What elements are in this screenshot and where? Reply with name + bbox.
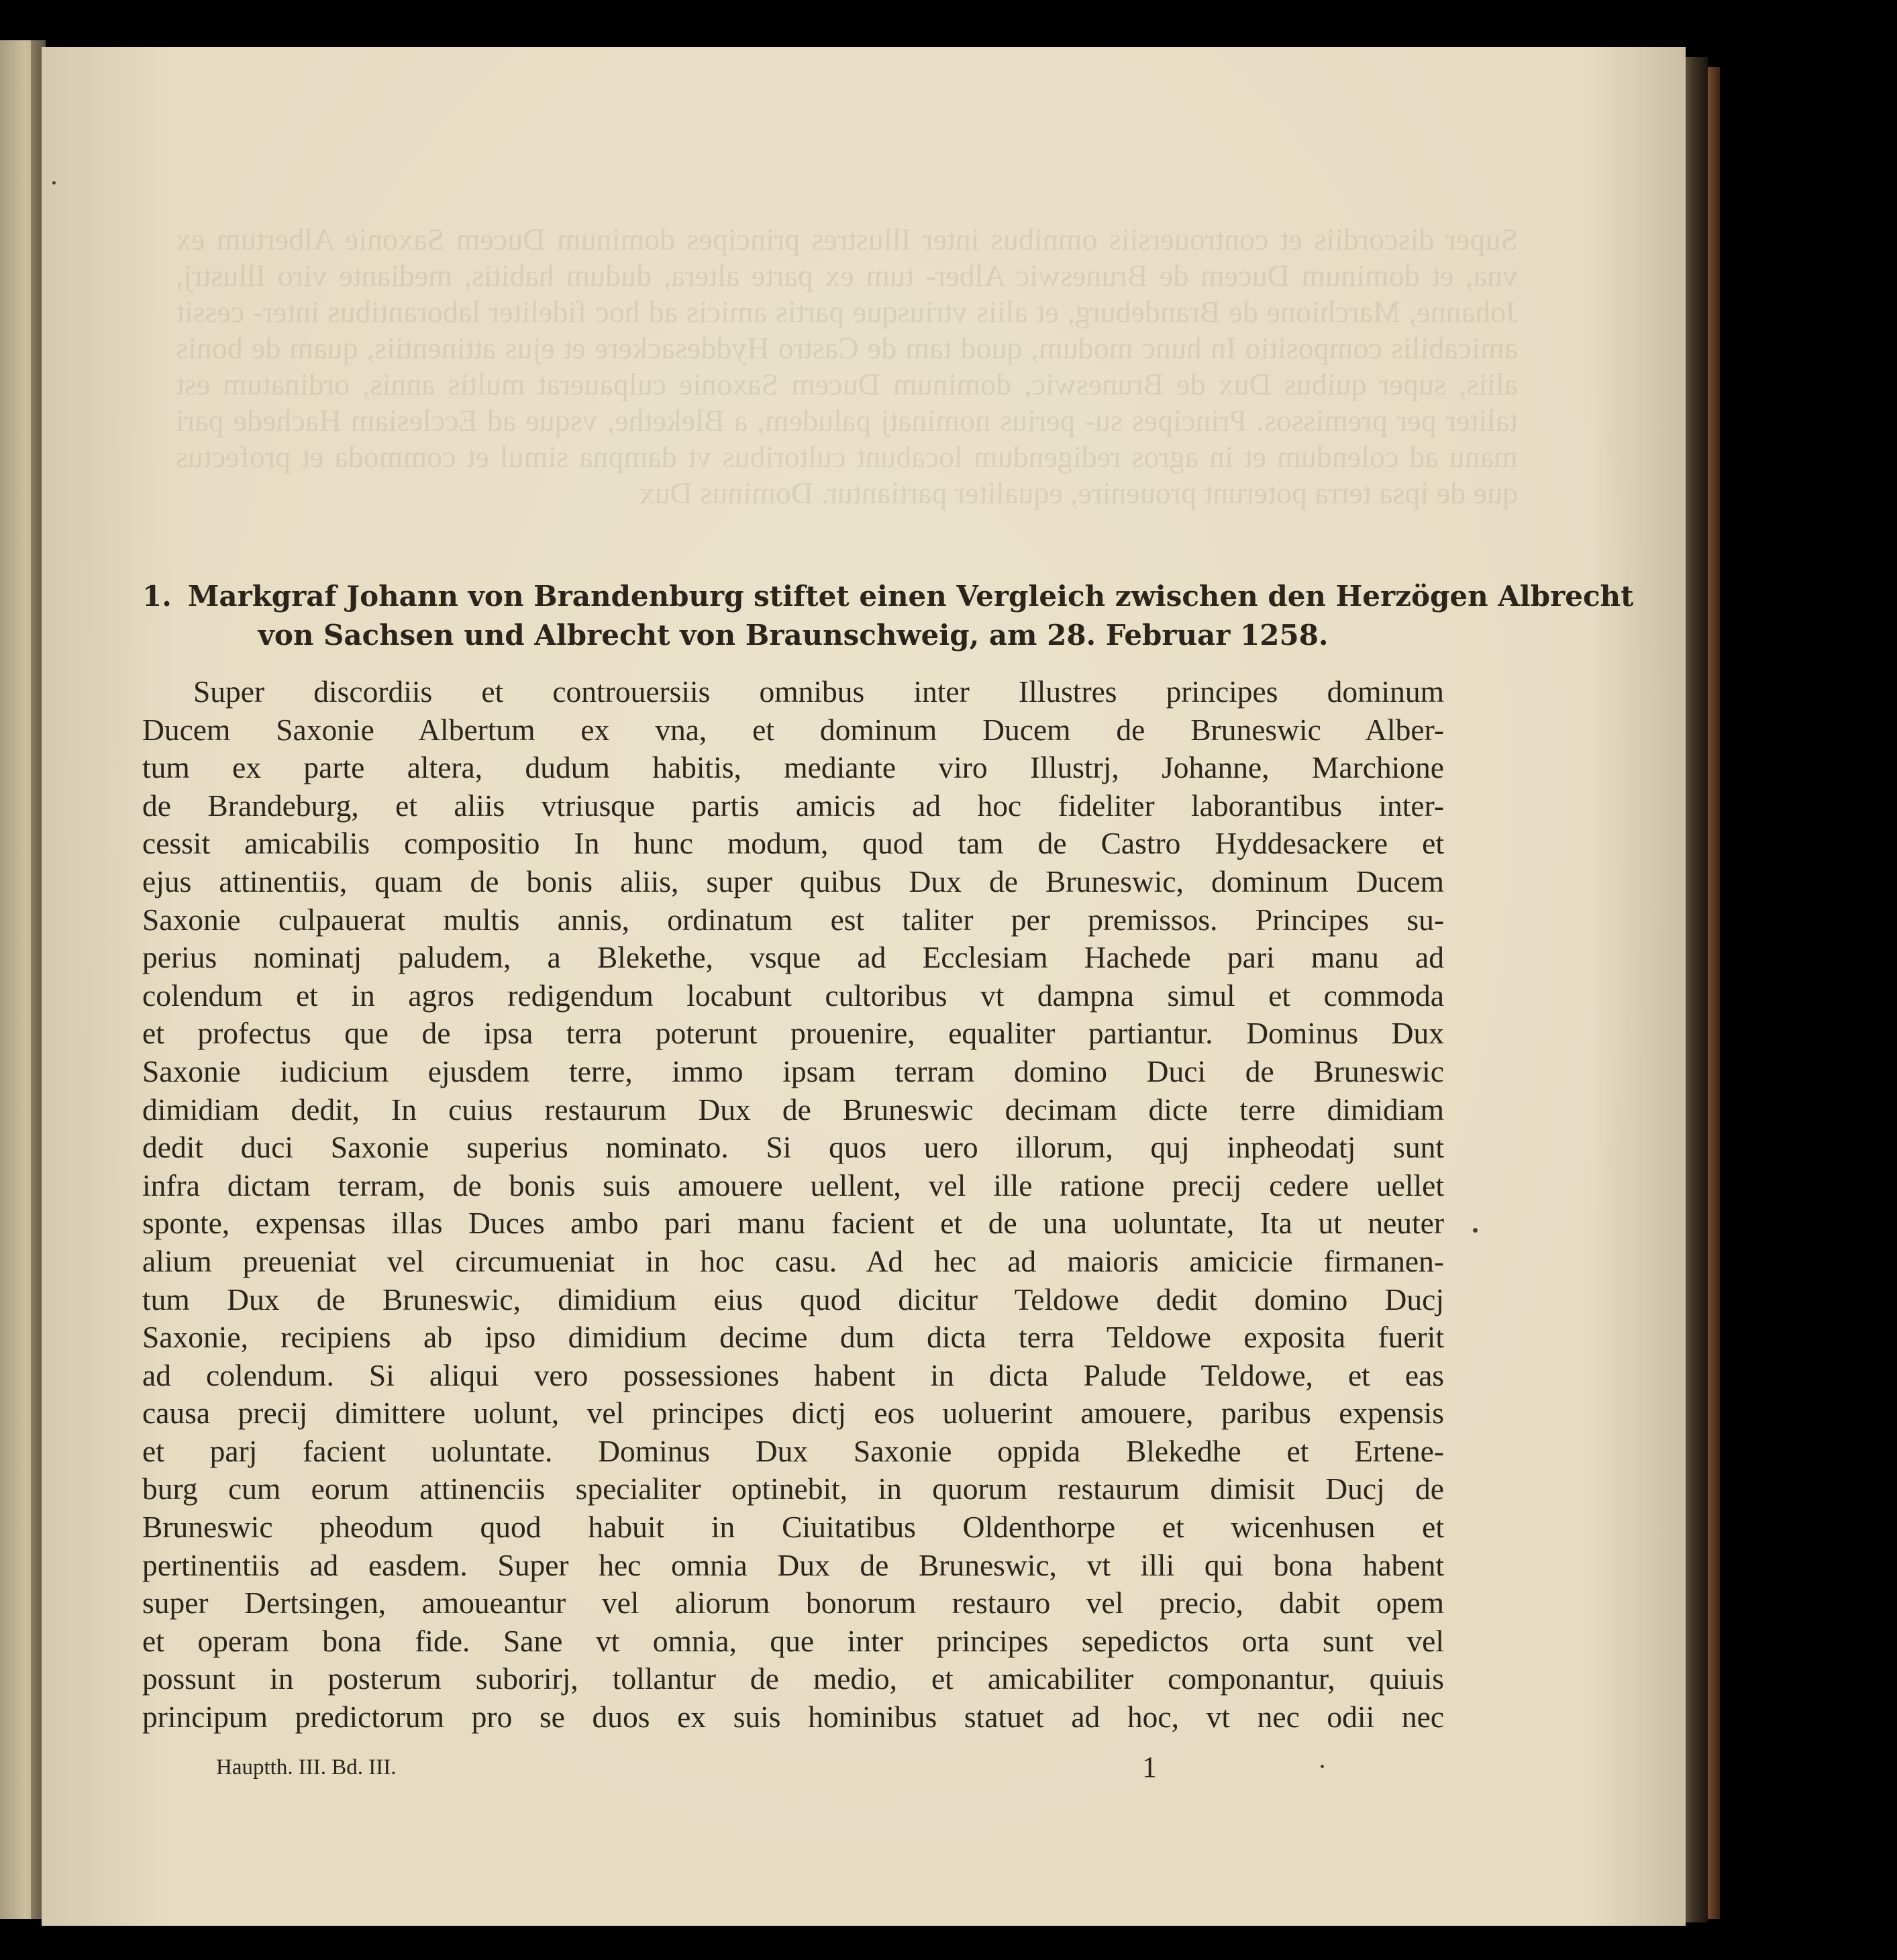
paper-speck xyxy=(52,181,56,185)
body-line: Saxonie, recipiens ab ipso dimidium decime dum dicta terra Teldowe exposita fuerit xyxy=(142,1320,1444,1355)
body-line: Bruneswic pheodum quod habuit in Ciuitatibus Oldenthorpe et wicenhusen et xyxy=(142,1510,1444,1545)
page-footer xyxy=(216,1750,1424,1790)
body-line: tum ex parte altera, dudum habitis, mediante viro Illustrj, Johanne, Marchione xyxy=(142,750,1444,785)
show-through-text: Super discordiis et controuersiis omnibus inter Illustres principes dominum Ducem Saxonie Albertum ex vna, et dominum Ducem de Bruneswic Alber- tum ex parte altera, dudum habitis, mediante viro Illustrj, Johanne, Marchione de Brandeburg, et aliis vtriusque partis amicis ad hoc fideliter laborantibus inter- cessit amicabilis compositio In hunc modum, quod tam de Castro Hyddesackere et ejus attinentiis, quam de bonis aliis, super quibus Dux de Bruneswic, dominum Ducem Saxonie culpauerat multis annis, ordinatum est taliter per premissos. Principes su- perius nominatj paludem, a Blekethe, vsque ad Ecclesiam Hachede pari manu ad colendum et in agros redigendum locabunt cultoribus vt dampna simul et commoda et profectus que de ipsa terra poterunt prouenire, equaliter partiantur. Dominus Dux xyxy=(176,222,1518,510)
body-line: tum Dux de Bruneswic, dimidium eius quod dicitur Teldowe dedit domino Ducj xyxy=(142,1282,1444,1317)
body-line: causa precij dimittere uolunt, vel principes dictj eos uoluerint amouere, paribus expensis xyxy=(142,1396,1444,1431)
body-line: pertinentiis ad easdem. Super hec omnia Dux de Bruneswic, vt illi qui bona habent xyxy=(142,1547,1444,1582)
body-line: ejus attinentiis, quam de bonis aliis, super quibus Dux de Bruneswic, dominum Ducem xyxy=(142,864,1444,898)
body-line: et operam bona fide. Sane vt omnia, que inter principes sepedictos orta sunt vel xyxy=(142,1623,1444,1658)
paper-speck xyxy=(1473,1228,1478,1233)
book-spine xyxy=(1708,67,1720,1919)
body-line: dimidiam dedit, In cuius restaurum Dux de Bruneswic decimam dicte terre dimidiam xyxy=(142,1092,1444,1127)
signature-mark: Hauptth. III. Bd. III. xyxy=(216,1755,397,1780)
body-line: sponte, expensas illas Duces ambo pari manu facient et de una uoluntate, Ita ut neuter xyxy=(142,1206,1444,1241)
heading-text-1: Markgraf Johann von Brandenburg stiftet einen Vergleich zwischen den Herzögen Albrecht xyxy=(187,580,1634,613)
body-line: burg cum eorum attinenciis specialiter optinebit, in quorum restaurum dimisit Ducj de xyxy=(142,1472,1444,1506)
heading-line-2: von Sachsen und Albrecht von Braunschweig, am 28. Februar 1258. xyxy=(258,619,1329,652)
body-line: infra dictam terram, de bonis suis amouere uellent, vel ille ratione precij cedere uellet xyxy=(142,1168,1444,1202)
page-number: 1 xyxy=(1142,1751,1157,1784)
document-heading xyxy=(142,577,1634,655)
body-line: et parj facient uoluntate. Dominus Dux Saxonie oppida Blekedhe et Ertene- xyxy=(142,1433,1444,1468)
body-line: perius nominatj paludem, a Blekethe, vsque ad Ecclesiam Hachede pari manu ad xyxy=(142,940,1444,975)
body-line: de Brandeburg, et aliis vtriusque partis amicis ad hoc fideliter laborantibus inter- xyxy=(142,788,1444,823)
body-line: alium preueniat vel circumueniat in hoc casu. Ad hec ad maioris amicicie firmanen- xyxy=(142,1243,1444,1278)
body-line: super Dertsingen, amoueantur vel aliorum bonorum restauro vel precio, dabit opem xyxy=(142,1586,1444,1620)
heading-number: 1. xyxy=(142,580,172,613)
body-line: cessit amicabilis compositio In hunc modum, quod tam de Castro Hyddesackere et xyxy=(142,826,1444,861)
paper-speck xyxy=(1321,1765,1324,1768)
heading-line-1 xyxy=(142,577,1634,616)
body-line: Ducem Saxonie Albertum ex vna, et dominum Ducem de Bruneswic Alber- xyxy=(142,712,1444,747)
body-line: ad colendum. Si aliqui vero possessiones habent in dicta Palude Teldowe, et eas xyxy=(142,1357,1444,1392)
body-line: possunt in posterum suborirj, tollantur de medio, et amicabiliter componantur, quiuis xyxy=(142,1661,1444,1696)
document-body xyxy=(142,673,1444,1737)
body-line: Super discordiis et controuersiis omnibus inter Illustres principes dominum xyxy=(193,674,1444,709)
body-line: Saxonie culpauerat multis annis, ordinatum est taliter per premissos. Principes su- xyxy=(142,902,1444,937)
body-line: colendum et in agros redigendum locabunt cultoribus vt dampna simul et commoda xyxy=(142,978,1444,1013)
body-line: et profectus que de ipsa terra poterunt prouenire, equaliter partiantur. Dominus Dux xyxy=(142,1016,1444,1051)
body-line: dedit duci Saxonie superius nominato. Si quos uero illorum, quj inpheodatj sunt xyxy=(142,1130,1444,1165)
body-line: Saxonie iudicium ejusdem terre, immo ipsam terram domino Duci de Bruneswic xyxy=(142,1053,1444,1088)
body-line: principum predictorum pro se duos ex suis hominibus statuet ad hoc, vt nec odii nec xyxy=(142,1700,1444,1735)
